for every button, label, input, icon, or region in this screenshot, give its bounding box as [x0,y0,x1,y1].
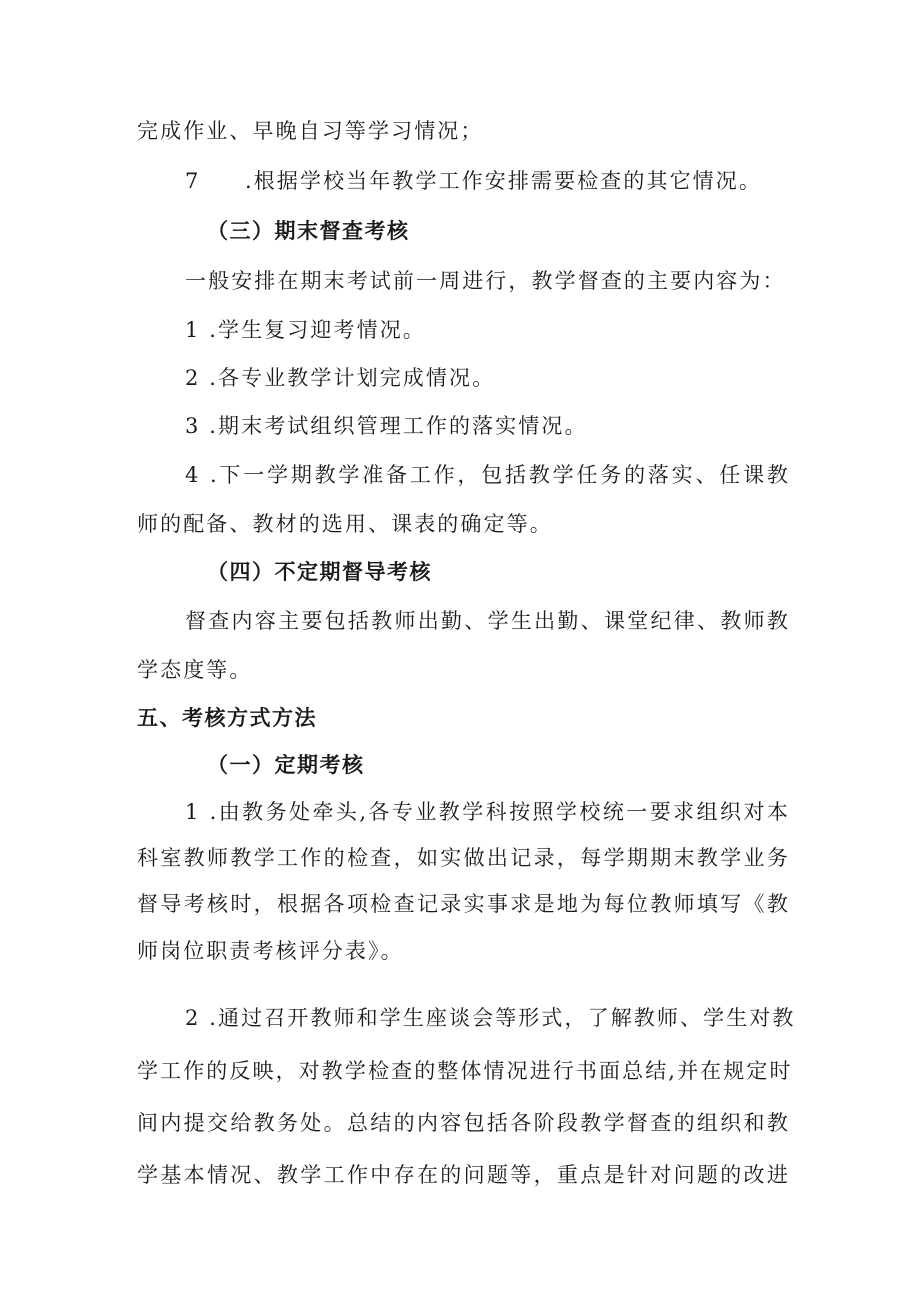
list-number: 7 [185,169,201,193]
paragraph-line: 学工作的反映，对教学检查的整体情况进行书面总结,并在规定时 [137,1059,793,1083]
subsection-heading-4: （四）不定期督导考核 [207,559,432,584]
paragraph-line: 督导考核时，根据各项检查记录实事求是地为每位教师填写《教 [137,892,790,916]
subsection-heading-5-1: （一）定期考核 [207,752,365,777]
paragraph-line: 学基本情况、教学工作中存在的问题等，重点是针对问题的改进 [137,1163,790,1187]
paragraph-line: 师岗位职责考核评分表》。 [137,939,404,963]
paragraph-line: 2 .通过召开教师和学生座谈会等形式，了解教师、学生对教 [185,1006,796,1030]
paragraph-line: 学态度等。 [137,658,253,682]
paragraph-line: 间内提交给教务处。总结的内容包括各阶段教学督查的组织和教 [137,1111,790,1135]
paragraph-line: 科室教师教学工作的检查，如实做出记录，每学期期末教学业务 [137,846,790,870]
list-text: .根据学校当年教学工作安排需要检查的其它情况。 [245,169,762,193]
section-heading-5: 五、考核方式方法 [137,705,317,730]
paragraph-line: 督查内容主要包括教师出勤、学生出勤、课堂纪律、教师教 [185,609,790,633]
subsection-heading-3: （三）期末督查考核 [207,218,410,243]
list-item: 4 .下一学期教学准备工作，包括教学任务的落实、任课教 [185,463,790,487]
list-item-7 [185,166,790,196]
paragraph-line: 1 .由教务处牵头,各专业教学科按照学校统一要求组织对本 [185,800,790,824]
paragraph-line: 师的配备、教材的选用、课表的确定等。 [137,512,553,536]
text-line: 完成作业、早晚自习等学习情况； [137,119,484,143]
list-item: 3 .期末考试组织管理工作的落实情况。 [185,414,588,438]
paragraph-line: 一般安排在期末考试前一周进行，教学督查的主要内容为： [185,269,786,293]
list-item: 2 .各专业教学计划完成情况。 [185,366,496,390]
list-item: 1 .学生复习迎考情况。 [185,318,426,342]
